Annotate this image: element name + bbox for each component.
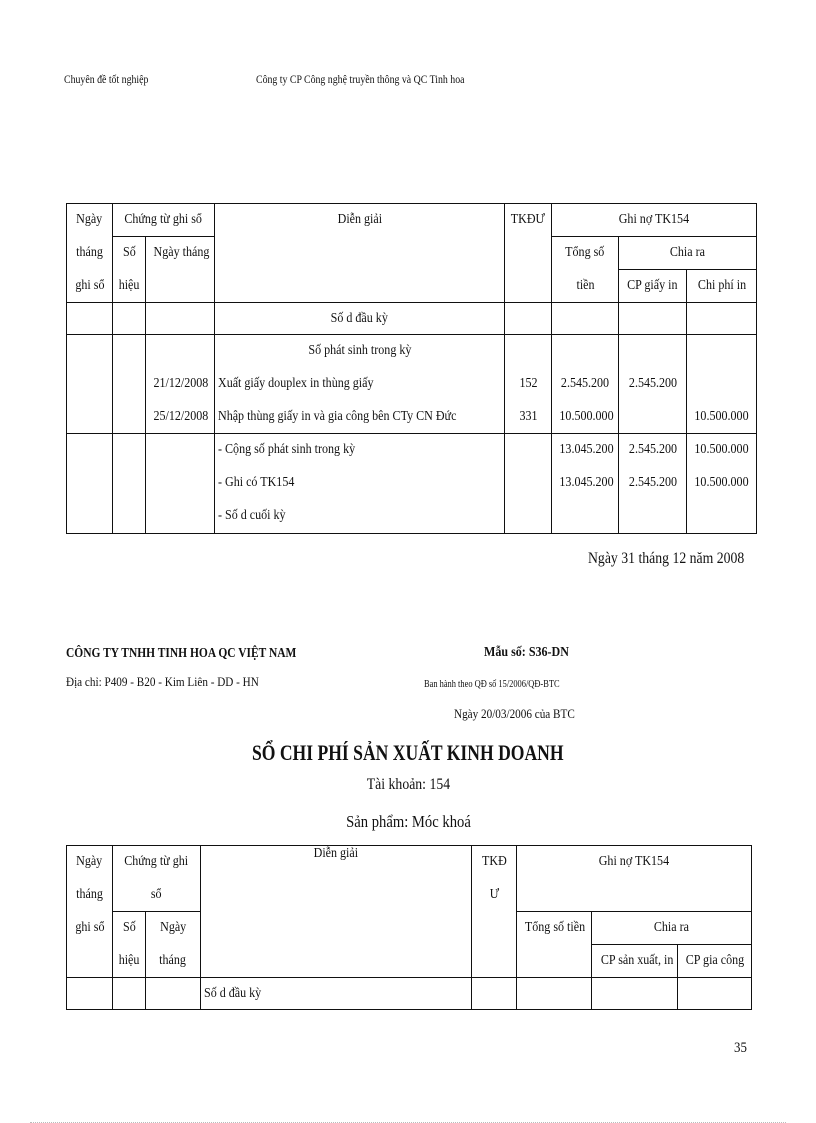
t2-h-debit: Ghi nợ TK154 — [517, 846, 752, 879]
t1-summary-2-b: 10.500.000 — [687, 467, 757, 500]
t1-row-2-a — [619, 401, 687, 434]
t1-h-total: Tổng số — [552, 237, 619, 270]
t1-row-1-a: 2.545.200 — [619, 368, 687, 401]
t2-h-split: Chia ra — [592, 912, 752, 945]
t1-row-1-date: 21/12/2008 — [146, 368, 215, 401]
t2-header-row-1 — [67, 846, 752, 879]
t1-h-col-b: Chi phí in — [687, 270, 757, 303]
t2-h-date-2: tháng — [67, 879, 113, 912]
t1-row-1-b — [687, 368, 757, 401]
ledger-table-2 — [66, 845, 752, 1010]
t1-row-2-desc: Nhập thùng giấy in và gia công bên CTy CN Đức — [215, 401, 505, 434]
t1-summary-2-desc: - Ghi có TK154 — [215, 467, 505, 500]
t1-summary-1 — [67, 434, 757, 467]
issued-by: Ban hành theo QĐ số 15/2006/QĐ-BTC — [424, 679, 560, 690]
t1-h-description: Diễn giải — [215, 204, 505, 237]
t1-summary-1-total: 13.045.200 — [552, 434, 619, 467]
page-number: 35 — [734, 1040, 747, 1056]
t1-h-account: TKĐƯ — [505, 204, 552, 237]
t2-h-voucher-2: sổ — [113, 879, 201, 912]
t1-section-title: Số phát sinh trong kỳ — [215, 335, 505, 368]
t2-h-voucher: Chứng từ ghi — [113, 846, 201, 879]
form-number: Mẫu số: S36-DN — [484, 645, 569, 660]
t1-h-total-2: tiền — [552, 270, 619, 303]
t2-h-description: Diễn giải — [201, 846, 472, 879]
t1-summary-1-desc: - Cộng số phát sinh trong kỳ — [215, 434, 505, 467]
t1-row-2-b: 10.500.000 — [687, 401, 757, 434]
t1-opening-row — [67, 303, 757, 335]
t1-summary-3-desc: - Số d cuối kỳ — [215, 500, 505, 534]
t1-row-1-total: 2.545.200 — [552, 368, 619, 401]
t2-header-row-2 — [67, 879, 752, 912]
t1-h-acct-blank-2 — [505, 270, 552, 303]
table1-date-line: Ngày 31 tháng 12 năm 2008 — [588, 550, 745, 567]
t1-row-2-total: 10.500.000 — [552, 401, 619, 434]
header-right: Công ty CP Công nghệ truyền thông và QC Tinh hoa — [256, 72, 465, 86]
t1-h-date: Ngày — [67, 204, 113, 237]
t1-summary-3 — [67, 500, 757, 534]
t1-row-1 — [67, 368, 757, 401]
t2-h-no: Số — [113, 912, 146, 945]
t1-row-1-acct: 152 — [505, 368, 552, 401]
t2-h-date-3: ghi sổ — [67, 912, 113, 945]
t1-h-col-a: CP giấy in — [619, 270, 687, 303]
t2-header-row-3 — [67, 912, 752, 945]
header-left: Chuyên đề tốt nghiệp — [64, 72, 149, 86]
t2-h-account-2: Ư — [472, 879, 517, 912]
t1-header-row-3 — [67, 270, 757, 303]
t1-row-2-date: 25/12/2008 — [146, 401, 215, 434]
t1-row-2-acct: 331 — [505, 401, 552, 434]
t1-summary-2-total: 13.045.200 — [552, 467, 619, 500]
t1-h-split: Chia ra — [619, 237, 757, 270]
t1-h-desc-blank-2 — [215, 270, 505, 303]
ledger-table-1 — [66, 203, 757, 534]
t1-h-date-2: tháng — [67, 237, 113, 270]
t1-header-row-1 — [67, 204, 757, 237]
t2-header-row-4 — [67, 945, 752, 978]
ledger-account: Tài khoản: 154 — [366, 776, 450, 793]
t2-h-date: Ngày — [67, 846, 113, 879]
t2-h-vdate: Ngày — [146, 912, 201, 945]
company-name: CÔNG TY TNHH TINH HOA QC VIỆT NAM — [66, 646, 297, 661]
t1-h-voucher-no: Số — [113, 237, 146, 270]
t1-summary-1-a: 2.545.200 — [619, 434, 687, 467]
t2-opening-row — [67, 978, 752, 1010]
company-address: Địa chỉ: P409 - B20 - Kim Liên - DD - HN — [66, 674, 259, 689]
t2-opening-label: Số d đầu kỳ — [201, 978, 472, 1010]
t1-summary-2-a: 2.545.200 — [619, 467, 687, 500]
t2-h-col-a: CP sản xuất, in — [592, 945, 678, 978]
t1-row-2 — [67, 401, 757, 434]
t2-h-vdate-2: tháng — [146, 945, 201, 978]
t1-h-voucher-date: Ngày tháng — [146, 237, 215, 270]
ledger-title: SỔ CHI PHÍ SẢN XUẤT KINH DOANH — [252, 740, 564, 765]
t1-h-voucher-no-2: hiệu — [113, 270, 146, 303]
t1-h-voucher: Chứng từ ghi sổ — [113, 204, 215, 237]
t1-section-row — [67, 335, 757, 368]
t1-h-debit: Ghi nợ TK154 — [552, 204, 757, 237]
t1-h-desc-blank — [215, 237, 505, 270]
t1-header-row-2 — [67, 237, 757, 270]
issued-date: Ngày 20/03/2006 của BTC — [454, 706, 575, 721]
t1-h-vdate-blank — [146, 270, 215, 303]
t2-h-account: TKĐ — [472, 846, 517, 879]
ledger-product: Sản phẩm: Móc khoá — [345, 812, 471, 831]
t1-summary-1-b: 10.500.000 — [687, 434, 757, 467]
t2-h-total: Tổng số tiền — [517, 912, 592, 945]
t1-opening-label: Số d đầu kỳ — [215, 303, 505, 335]
t1-row-1-desc: Xuất giấy douplex in thùng giấy — [215, 368, 505, 401]
t1-h-date-3: ghi sổ — [67, 270, 113, 303]
t1-h-acct-blank — [505, 237, 552, 270]
t2-h-col-b: CP gia công — [678, 945, 752, 978]
t2-h-no-2: hiệu — [113, 945, 146, 978]
t1-summary-2 — [67, 467, 757, 500]
